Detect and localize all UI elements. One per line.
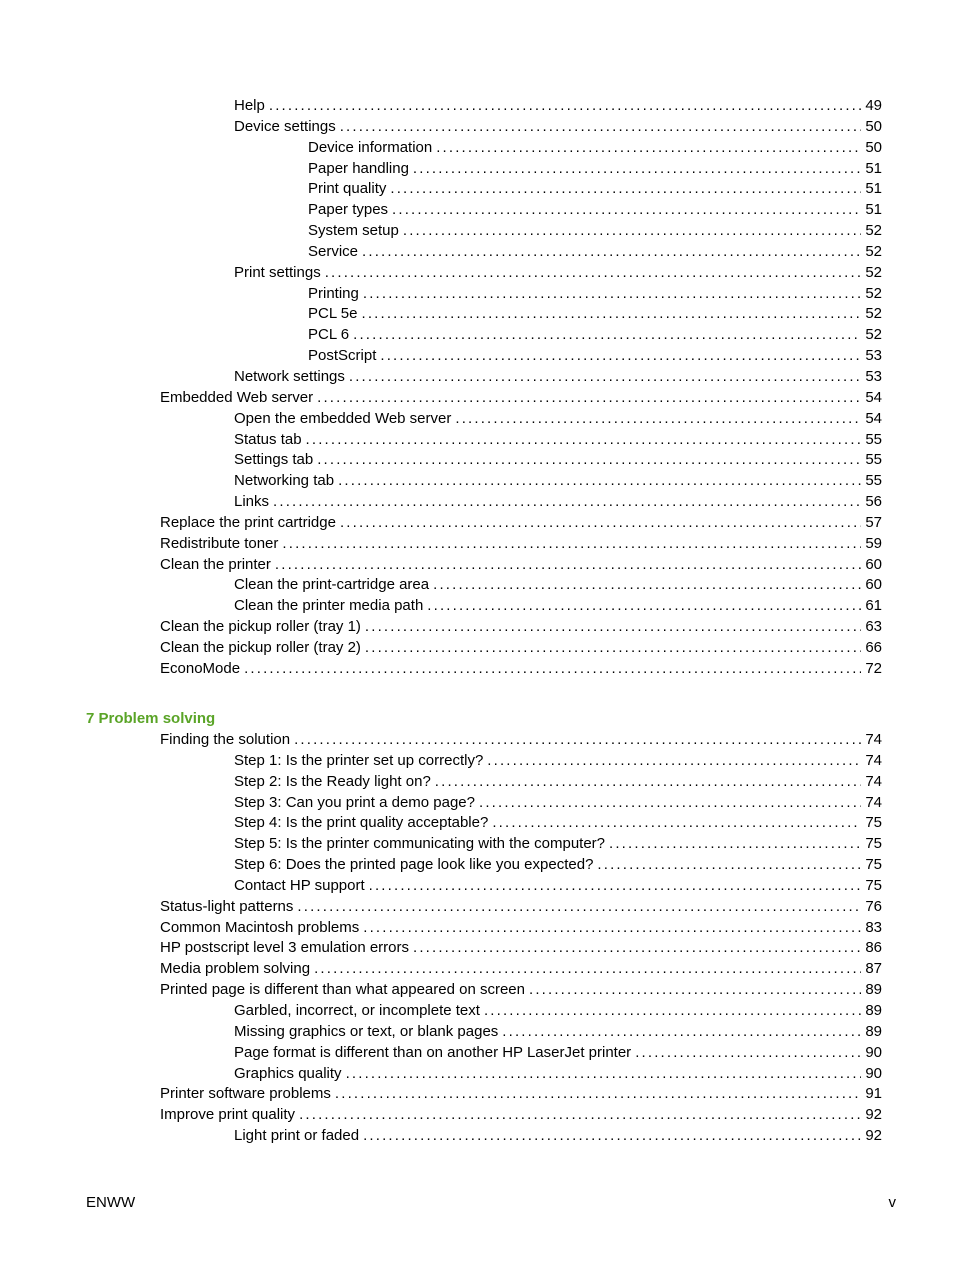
toc-entry-page: 87 [865, 960, 882, 978]
toc-entry-title: Step 6: Does the printed page look like you expected? [234, 856, 594, 874]
toc-entry-page: 60 [865, 576, 882, 594]
toc-entry[interactable] [0, 980, 954, 1001]
toc-entry-title: Page format is different than on another HP LaserJet printer [234, 1043, 632, 1061]
dot-leader [597, 855, 861, 876]
toc-entry-page: 60 [865, 555, 882, 573]
dot-leader [273, 492, 861, 513]
toc-entry[interactable] [0, 138, 954, 159]
toc-entry[interactable] [0, 1084, 954, 1105]
toc-entry-title: Paper types [308, 201, 389, 219]
dot-leader [297, 897, 861, 918]
toc-entry[interactable] [0, 918, 954, 939]
dot-leader [365, 617, 861, 638]
dot-leader [353, 325, 861, 346]
toc-entry-page: 52 [865, 305, 882, 323]
toc-entry[interactable] [0, 855, 954, 876]
toc-entry[interactable] [0, 876, 954, 897]
toc-entry-title: Step 2: Is the Ready light on? [234, 772, 431, 790]
dot-leader [455, 409, 861, 430]
toc-entry-page: 51 [865, 201, 882, 219]
toc-entry-title: Step 5: Is the printer communicating with the computer? [234, 835, 606, 853]
toc-entry-page: 74 [865, 731, 882, 748]
dot-leader [361, 304, 861, 325]
dot-leader [335, 1084, 861, 1105]
toc-entry-title: Networking tab [234, 472, 335, 490]
toc-entry-title: Media problem solving [160, 960, 311, 978]
toc-entry[interactable] [0, 813, 954, 834]
dot-leader [349, 367, 861, 388]
toc-entry[interactable] [0, 263, 954, 284]
dot-leader [317, 388, 861, 409]
toc-entry-page: 90 [865, 1043, 882, 1061]
toc-list-continued [0, 96, 954, 680]
toc-entry-title: Device information [308, 138, 433, 156]
toc-entry-page: 89 [865, 1022, 882, 1040]
toc-entry[interactable] [0, 304, 954, 325]
toc-entry-title: Status-light patterns [160, 897, 294, 915]
toc-entry-page: 52 [865, 263, 882, 281]
dot-leader [413, 938, 861, 959]
toc-entry-title: Device settings [234, 117, 336, 135]
toc-entry-title: Redistribute toner [160, 534, 279, 552]
page-number: v [888, 1194, 896, 1211]
toc-entry-title: Garbled, incorrect, or incomplete text [234, 1001, 480, 1019]
toc-entry-page: 75 [865, 856, 882, 874]
toc-entry-page: 74 [865, 751, 882, 769]
dot-leader [369, 876, 862, 897]
dot-leader [413, 159, 861, 180]
dot-leader [317, 450, 861, 471]
toc-entry-title: Step 3: Can you print a demo page? [234, 793, 475, 811]
toc-entry[interactable] [0, 555, 954, 576]
dot-leader [346, 1064, 862, 1085]
toc-entry[interactable] [0, 1105, 954, 1126]
toc-entry-page: 55 [865, 451, 882, 469]
toc-entry-page: 50 [865, 117, 882, 135]
toc-entry-page: 49 [865, 97, 882, 114]
toc-entry[interactable] [0, 1001, 954, 1022]
toc-entry-title: Service [308, 242, 359, 260]
toc-entry-page: 75 [865, 814, 882, 832]
toc-entry[interactable] [0, 221, 954, 242]
toc-entry-page: 75 [865, 835, 882, 853]
toc-entry-title: Open the embedded Web server [234, 409, 452, 427]
toc-entry-page: 50 [865, 138, 882, 156]
toc-entry[interactable] [0, 242, 954, 263]
toc-entry-page: 89 [865, 981, 882, 999]
toc-entry-title: System setup [308, 222, 399, 240]
toc-entry[interactable] [0, 179, 954, 200]
toc-entry-title: Printed page is different than what appeared on screen [160, 981, 525, 999]
dot-leader [436, 138, 861, 159]
toc-entry-title: Embedded Web server [160, 388, 314, 406]
dot-leader [338, 471, 861, 492]
toc-entry-title: Settings tab [234, 451, 314, 469]
toc-entry[interactable] [0, 1126, 954, 1147]
dot-leader [244, 659, 861, 680]
footer-label: ENWW [86, 1194, 136, 1211]
toc-entry-title: Replace the print cartridge [160, 513, 336, 531]
toc-entry-title: Step 4: Is the print quality acceptable? [234, 814, 489, 832]
dot-leader [282, 534, 861, 555]
dot-leader [275, 555, 861, 576]
dot-leader [390, 179, 861, 200]
dot-leader [529, 980, 861, 1001]
toc-entry[interactable] [0, 1043, 954, 1064]
toc-entry-title: Contact HP support [234, 876, 365, 894]
toc-entry-title: Clean the pickup roller (tray 1) [160, 618, 361, 636]
toc-entry-page: 90 [865, 1064, 882, 1082]
toc-entry[interactable] [0, 96, 954, 117]
toc-entry-page: 92 [865, 1106, 882, 1124]
toc-entry-title: Print quality [308, 180, 387, 198]
dot-leader [433, 575, 861, 596]
toc-entry-page: 63 [865, 618, 882, 636]
toc-entry-page: 89 [865, 1001, 882, 1019]
toc-entry[interactable] [0, 659, 954, 680]
dot-leader [314, 959, 861, 980]
toc-entry-page: 56 [865, 493, 882, 511]
toc-entry[interactable] [0, 409, 954, 430]
toc-entry[interactable] [0, 1064, 954, 1085]
dot-leader [363, 918, 861, 939]
toc-entry-title: HP postscript level 3 emulation errors [160, 939, 409, 957]
chapter-heading[interactable]: 7 Problem solving [86, 710, 216, 727]
dot-leader [306, 430, 862, 451]
toc-entry[interactable] [0, 159, 954, 180]
toc-entry[interactable] [0, 492, 954, 513]
toc-entry-title: EconoMode [160, 659, 241, 677]
toc-entry[interactable] [0, 751, 954, 772]
toc-entry-page: 53 [865, 367, 882, 385]
toc-entry-page: 52 [865, 284, 882, 302]
toc-entry-title: Status tab [234, 430, 302, 448]
toc-entry-page: 55 [865, 472, 882, 490]
toc-entry-page: 86 [865, 939, 882, 957]
dot-leader [340, 513, 861, 534]
dot-leader [635, 1043, 861, 1064]
toc-entry-title: Printer software problems [160, 1085, 331, 1103]
toc-entry[interactable] [0, 325, 954, 346]
toc-entry[interactable] [0, 938, 954, 959]
dot-leader [435, 772, 862, 793]
toc-entry[interactable] [0, 638, 954, 659]
toc-entry[interactable] [0, 367, 954, 388]
toc-entry-page: 74 [865, 793, 882, 811]
toc-entry[interactable] [0, 730, 954, 751]
dot-leader [484, 1001, 861, 1022]
dot-leader [362, 242, 861, 263]
toc-entry[interactable] [0, 959, 954, 980]
toc-entry-title: Printing [308, 284, 359, 302]
toc-entry-title: Common Macintosh problems [160, 918, 360, 936]
toc-entry-page: 74 [865, 772, 882, 790]
toc-entry-page: 59 [865, 534, 882, 552]
dot-leader [294, 730, 861, 751]
toc-entry-title: Help [234, 97, 265, 114]
toc-entry-page: 51 [865, 159, 882, 177]
toc-entry[interactable] [0, 1022, 954, 1043]
toc-entry[interactable] [0, 575, 954, 596]
toc-entry-page: 54 [865, 409, 882, 427]
dot-leader [609, 834, 861, 855]
toc-entry-page: 52 [865, 222, 882, 240]
toc-entry-page: 91 [865, 1085, 882, 1103]
toc-entry-page: 57 [865, 513, 882, 531]
toc-entry[interactable] [0, 793, 954, 814]
dot-leader [492, 813, 861, 834]
toc-entry-page: 76 [865, 897, 882, 915]
toc-entry-page: 75 [865, 876, 882, 894]
dot-leader [427, 596, 861, 617]
dot-leader [365, 638, 861, 659]
dot-leader [299, 1105, 861, 1126]
toc-entry-title: Paper handling [308, 159, 409, 177]
toc-entry[interactable] [0, 346, 954, 367]
dot-leader [392, 200, 861, 221]
toc-entry-title: Links [234, 493, 270, 511]
toc-entry-page: 83 [865, 918, 882, 936]
toc-entry-page: 52 [865, 326, 882, 344]
toc-entry[interactable] [0, 513, 954, 534]
dot-leader [325, 263, 862, 284]
toc-entry-title: Graphics quality [234, 1064, 342, 1082]
dot-leader [502, 1022, 861, 1043]
toc-entry-title: Clean the printer [160, 555, 271, 573]
toc-entry[interactable] [0, 596, 954, 617]
toc-entry-title: Clean the printer media path [234, 597, 424, 615]
dot-leader [380, 346, 861, 367]
toc-entry-title: Light print or faded [234, 1127, 360, 1145]
toc-entry[interactable] [0, 617, 954, 638]
toc-entry-title: Print settings [234, 263, 321, 281]
toc-entry-title: Finding the solution [160, 731, 291, 748]
toc-entry[interactable] [0, 117, 954, 138]
toc-entry[interactable] [0, 450, 954, 471]
toc-list-chapter-7 [0, 730, 954, 1147]
toc-entry-page: 51 [865, 180, 882, 198]
toc-entry-title: PCL 5e [308, 305, 358, 323]
toc-entry-title: PostScript [308, 347, 377, 365]
toc-entry-page: 66 [865, 638, 882, 656]
toc-entry-page: 92 [865, 1127, 882, 1145]
dot-leader [340, 117, 862, 138]
toc-entry[interactable] [0, 772, 954, 793]
toc-entry-title: Improve print quality [160, 1106, 296, 1124]
toc-entry[interactable] [0, 897, 954, 918]
toc-entry-page: 72 [865, 659, 882, 677]
dot-leader [479, 793, 861, 814]
dot-leader [403, 221, 861, 242]
toc-entry-title: PCL 6 [308, 326, 350, 344]
toc-entry-page: 55 [865, 430, 882, 448]
toc-entry[interactable] [0, 834, 954, 855]
toc-entry[interactable] [0, 284, 954, 305]
toc-entry-page: 54 [865, 388, 882, 406]
dot-leader [363, 1126, 861, 1147]
toc-entry[interactable] [0, 430, 954, 451]
toc-entry[interactable] [0, 471, 954, 492]
toc-entry[interactable] [0, 200, 954, 221]
toc-entry-title: Step 1: Is the printer set up correctly? [234, 751, 484, 769]
toc-entry-title: Clean the print-cartridge area [234, 576, 430, 594]
dot-leader [269, 96, 861, 117]
toc-entry[interactable] [0, 534, 954, 555]
dot-leader [487, 751, 861, 772]
toc-entry-page: 53 [865, 347, 882, 365]
toc-entry[interactable] [0, 388, 954, 409]
toc-entry-title: Network settings [234, 367, 345, 385]
dot-leader [363, 284, 861, 305]
toc-entry-page: 52 [865, 242, 882, 260]
toc-entry-page: 61 [865, 597, 882, 615]
toc-entry-title: Missing graphics or text, or blank pages [234, 1022, 499, 1040]
toc-entry-title: Clean the pickup roller (tray 2) [160, 638, 361, 656]
